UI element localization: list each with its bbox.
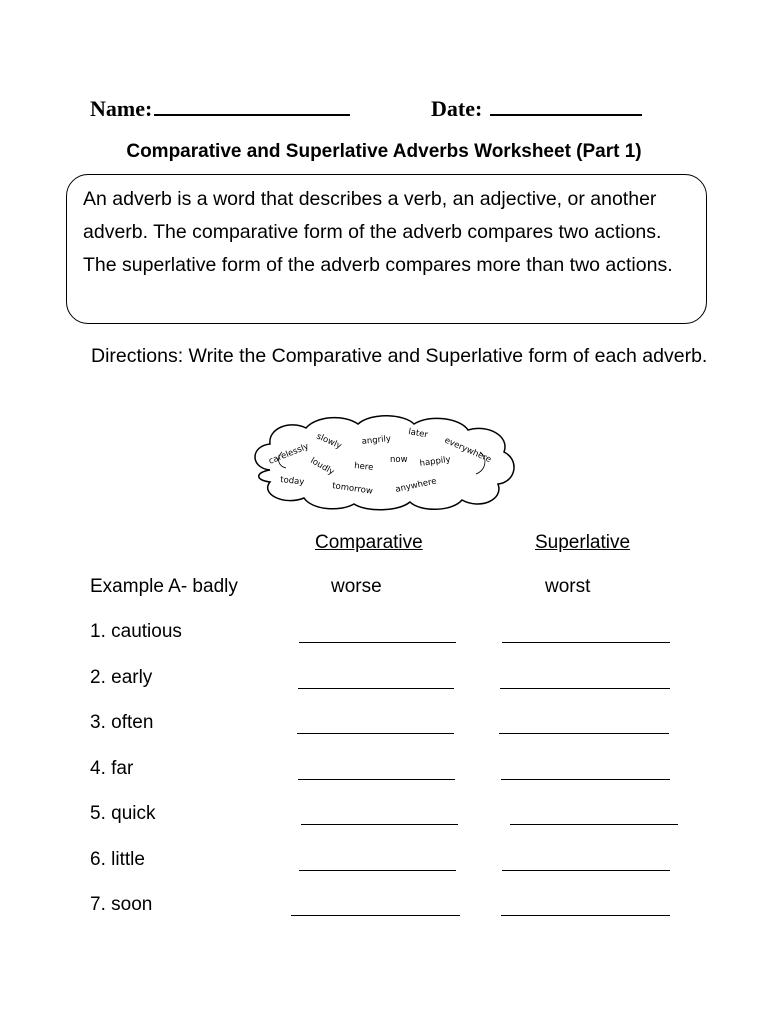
date-label: Date: [431,96,483,121]
superlative-answer-line[interactable] [499,733,669,734]
comparative-answer-line[interactable] [299,870,456,871]
superlative-answer-line[interactable] [500,688,670,689]
name-field [90,94,350,122]
directions-text: Directions: Write the Comparative and Superlative form of each adverb. [91,345,708,367]
cloud-word: happily [419,454,452,469]
exercise-item: 4. far [90,758,134,779]
comparative-answer-line[interactable] [299,642,456,643]
cloud-word: carelessly [267,441,311,467]
exercise-item: 3. often [90,712,154,733]
superlative-answer-line[interactable] [501,779,670,780]
definition-text: An adverb is a word that describes a verb, an adjective, or another adverb. The comparative form of the adverb compares two actions. The superlative form of the adverb compares more than two actions. [83,188,673,276]
word-cloud-illustration [248,412,520,512]
cloud-word: slowly [314,431,343,452]
superlative-answer-line[interactable] [510,824,678,825]
cloud-word: anywhere [394,476,438,495]
name-blank-line[interactable] [154,94,350,116]
column-heading-superlative: Superlative [535,532,631,553]
superlative-answer-line[interactable] [502,870,670,871]
comparative-answer-line[interactable] [298,688,454,689]
cloud-word: loudly [308,455,336,478]
example-label: Example A- badly [90,576,238,597]
comparative-answer-line[interactable] [301,824,458,825]
worksheet-title: Comparative and Superlative Adverbs Worksheet (Part 1) [126,141,642,162]
superlative-answer-line[interactable] [501,915,670,916]
cloud-word: now [390,455,408,465]
date-blank-line[interactable] [490,94,642,116]
comparative-answer-line[interactable] [298,779,455,780]
cloud-word: later [407,427,429,441]
name-label: Name: [90,96,153,121]
date-field [431,94,642,122]
cloud-shape [255,416,514,510]
cloud-word: everywhere [442,435,493,466]
comparative-answer-line[interactable] [291,915,460,916]
cloud-word: today [279,475,305,488]
example-comparative: worse [331,576,382,597]
cloud-word: angrily [361,433,392,447]
exercise-item: 5. quick [90,803,156,824]
superlative-answer-line[interactable] [502,642,670,643]
cloud-word: tomorrow [331,481,374,497]
exercise-item: 2. early [90,667,153,688]
exercise-item: 6. little [90,849,145,870]
column-heading-comparative: Comparative [315,532,423,553]
cloud-word: here [353,461,374,473]
exercise-item: 7. soon [90,894,153,915]
comparative-answer-line[interactable] [297,733,454,734]
exercise-item: 1. cautious [90,621,182,642]
example-superlative: worst [545,576,591,597]
